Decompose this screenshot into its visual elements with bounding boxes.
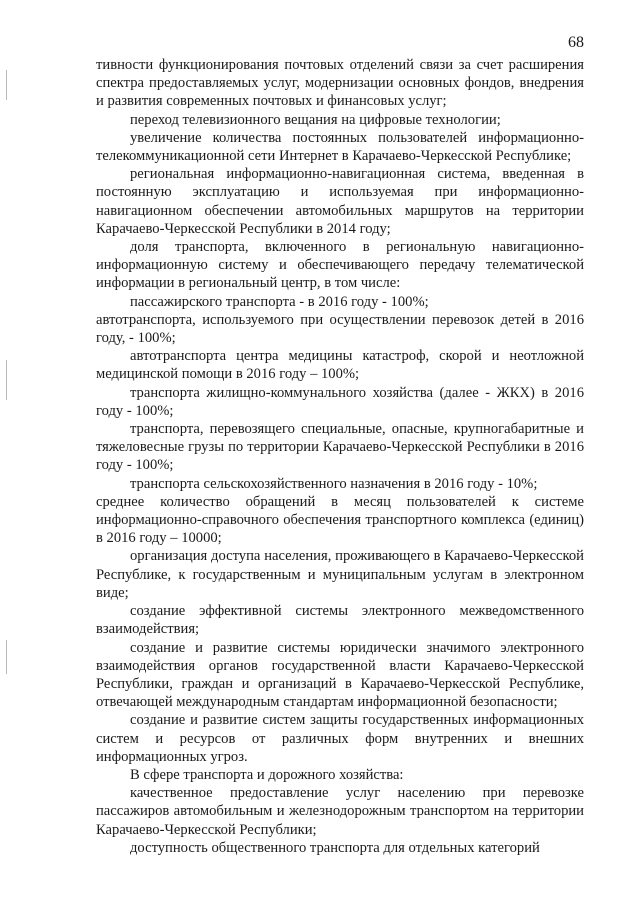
paragraph: автотранспорта центра медицины катастроф, скорой и неотложной медицинской помощи в 2016 году – 100%; — [96, 348, 584, 383]
document-body — [96, 56, 584, 857]
paragraph: региональная информационно-навигационная система, введенная в постоянную эксплуатацию и используемая при информационно-навигационном обеспечении автомобильных маршрутов на территории Карачаево-Черкесской Республики в 2014 году; — [96, 166, 584, 237]
paragraph: транспорта, перевозящего специальные, опасные, крупногабаритные и тяжеловесные грузы по территории Карачаево-Черкесской Республики в 2016 году - 100%; — [96, 421, 584, 474]
paragraph: среднее количество обращений в месяц пользователей к системе информационно-справочного обеспечения транспортного комплекса (единиц) в 2016 году – 10000; — [96, 493, 584, 547]
scan-edge-mark — [6, 70, 7, 100]
paragraph: качественное предоставление услуг населению при перевозке пассажиров автомобильным и железнодорожным транспортом на территории Карачаево-Черкесской Республики; — [96, 785, 584, 838]
paragraph: организация доступа населения, проживающего в Карачаево-Черкесской Республике, к государственным и муниципальным услугам в электронном виде; — [96, 548, 584, 601]
paragraph: создание и развитие системы юридически значимого электронного взаимодействия органов государственной власти Карачаево-Черкесской Республики, граждан и организаций в Карачаево-Черкесской Республике, отвечающей международным стандартам информационной безопасности; — [96, 639, 584, 711]
paragraph: переход телевизионного вещания на цифровые технологии; — [130, 111, 501, 128]
paragraph: доступность общественного транспорта для отдельных категорий — [130, 839, 540, 856]
paragraph: транспорта сельскохозяйственного назначения в 2016 году - 10%; — [130, 475, 538, 492]
paragraph: тивности функционирования почтовых отделений связи за счет расширения спектра предоставляемых услуг, модернизации основных фондов, внедрения и развития современных почтовых и финансовых услуг; — [96, 57, 584, 110]
paragraph: создание и развитие систем защиты государственных информационных систем и ресурсов от различных форм внутренних и внешних информационных угроз. — [96, 712, 584, 765]
paragraph: В сфере транспорта и дорожного хозяйства: — [130, 766, 404, 783]
paragraph: автотранспорта, используемого при осуществлении перевозок детей в 2016 году, - 100%; — [96, 311, 584, 347]
paragraph: транспорта жилищно-коммунального хозяйства (далее - ЖКХ) в 2016 году - 100%; — [96, 384, 584, 419]
paragraph: создание эффективной системы электронного межведомственного взаимодействия; — [96, 603, 584, 638]
paragraph: пассажирского транспорта - в 2016 году - 100%; — [130, 293, 429, 310]
page-number: 68 — [568, 34, 584, 51]
scan-edge-mark — [6, 360, 7, 400]
paragraph: увеличение количества постоянных пользователей информационно-телекоммуникационной сети Интернет в Карачаево-Черкесской Республике; — [96, 129, 584, 165]
paragraph: доля транспорта, включенного в региональную навигационно-информационную систему и обеспечивающего передачу телематической информации в региональный центр, в том числе: — [96, 239, 584, 292]
scan-edge-mark — [6, 640, 7, 674]
